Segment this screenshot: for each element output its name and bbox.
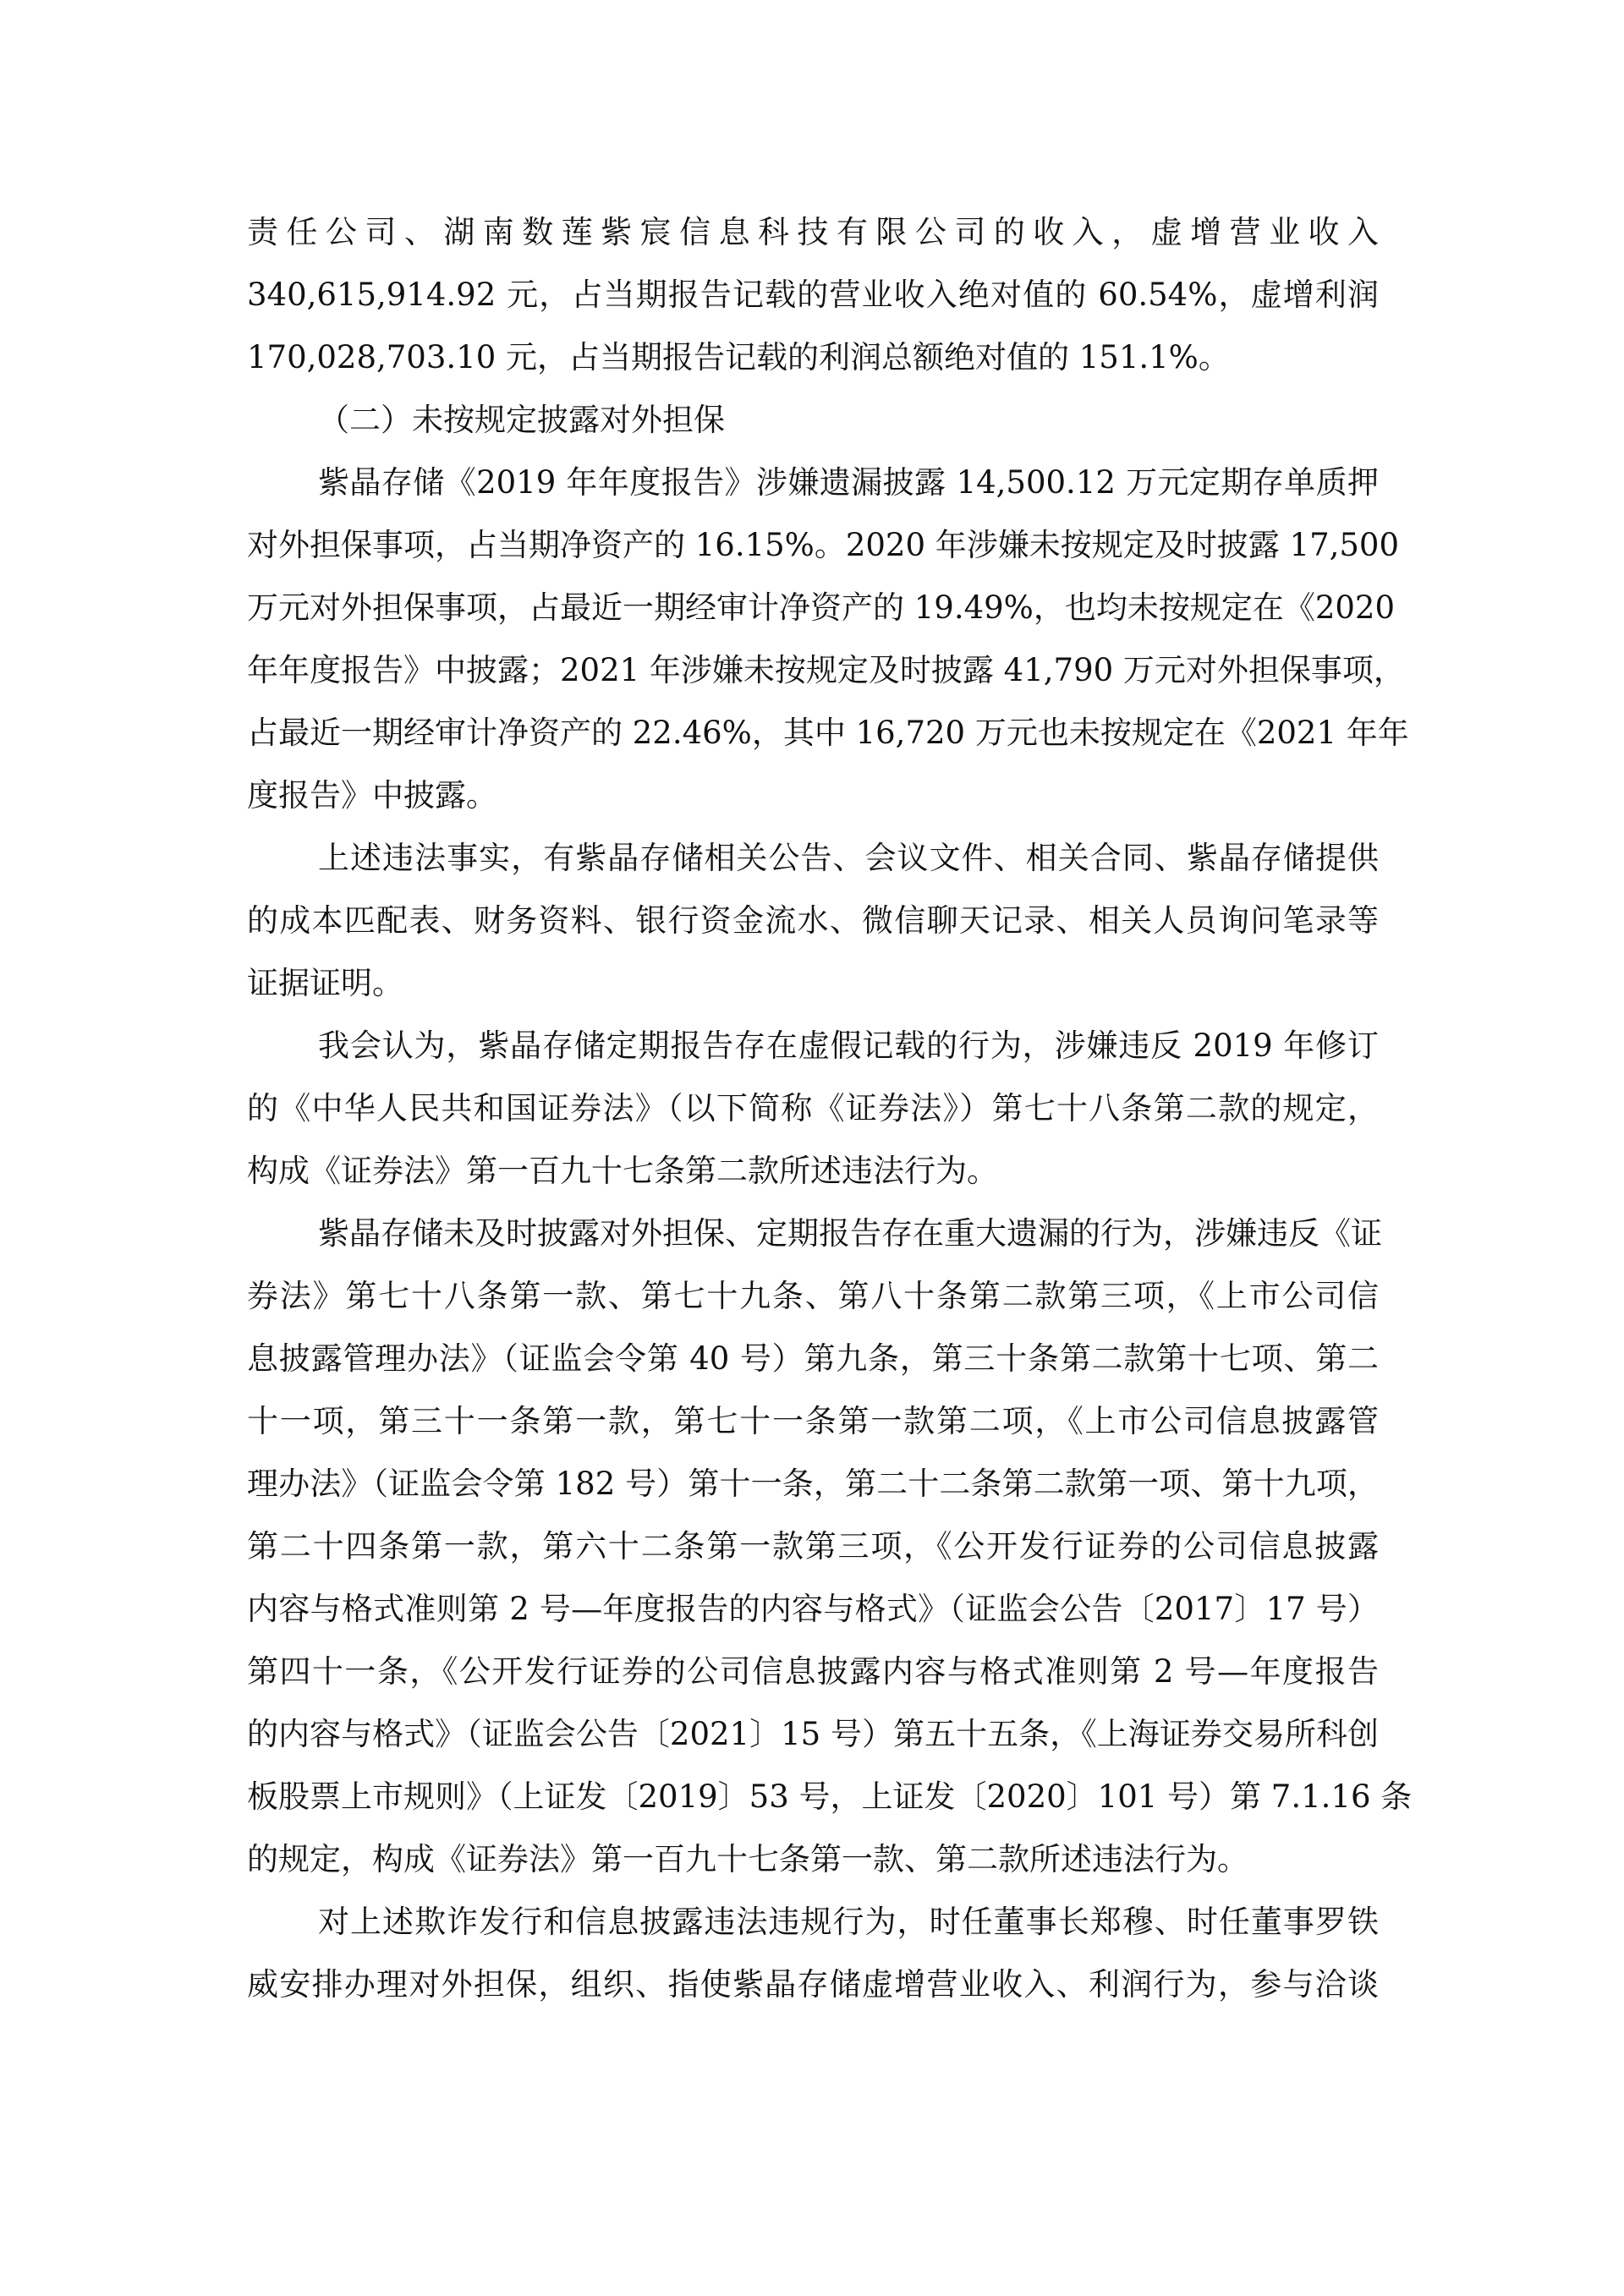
text-line: 的成本匹配表、财务资料、银行资金流水、微信聊天记录、相关人员询问笔录等 [247, 902, 1379, 939]
text-line: 责任公司、湖南数莲紫宸信息科技有限公司的收入，虚增营业收入 [247, 214, 1379, 250]
text-line: 170,028,703.10 元，占当期报告记载的利润总额绝对值的 151.1%。 [247, 339, 1230, 375]
paragraph-responsibility [247, 1891, 1379, 2016]
text-line: 万元对外担保事项，占最近一期经审计净资产的 19.49%，也均未按规定在《2020 [247, 589, 1396, 626]
text-line: 的规定，构成《证券法》第一百九十七条第一款、第二款所述违法行为。 [247, 1841, 1248, 1877]
text-line: 紫晶存储未及时披露对外担保、定期报告存在重大遗漏的行为，涉嫌违反《证 [318, 1215, 1382, 1252]
section-heading-text: （二）未按规定披露对外担保 [318, 402, 725, 438]
paragraph-continued-revenue [247, 201, 1379, 389]
text-line: 内容与格式准则第 2 号—年度报告的内容与格式》（证监会公告〔2017〕17 号） [247, 1591, 1379, 1627]
section-heading [247, 389, 1379, 452]
paragraph-evidence [247, 827, 1379, 1015]
text-line: 板股票上市规则》（上证发〔2019〕53 号，上证发〔2020〕101 号）第 7.1.16 条 [247, 1778, 1413, 1815]
text-line: 对上述欺诈发行和信息披露违法违规行为，时任董事长郑穆、时任董事罗铁 [318, 1904, 1379, 1940]
text-line: 我会认为，紫晶存储定期报告存在虚假记载的行为，涉嫌违反 2019 年修订 [318, 1027, 1379, 1064]
text-line: 证据证明。 [247, 965, 403, 1001]
text-line: 第二十四条第一款，第六十二条第一款第三项，《公开发行证券的公司信息披露 [247, 1528, 1379, 1564]
text-line: 威安排办理对外担保，组织、指使紫晶存储虚增营业收入、利润行为，参与洽谈 [247, 1966, 1379, 2003]
text-line: 紫晶存储《2019 年年度报告》涉嫌遗漏披露 14,500.12 万元定期存单质押 [318, 464, 1379, 501]
text-line: 息披露管理办法》（证监会令第 40 号）第九条，第三十条第二款第十七项、第二 [247, 1340, 1379, 1377]
text-line: 度报告》中披露。 [247, 777, 497, 814]
text-line: 理办法》（证监会令第 182 号）第十一条，第二十二条第二款第一项、第十九项， [247, 1466, 1379, 1502]
text-line: 构成《证券法》第一百九十七条第二款所述违法行为。 [247, 1153, 998, 1189]
text-line: 上述违法事实，有紫晶存储相关公告、会议文件、相关合同、紫晶存储提供 [318, 840, 1379, 876]
paragraph-finding-false-record [247, 1015, 1379, 1203]
text-line: 340,615,914.92 元，占当期报告记载的营业收入绝对值的 60.54%，虚增利润 [247, 277, 1379, 313]
text-line: 占最近一期经审计净资产的 22.46%，其中 16,720 万元也未按规定在《2021 年年 [247, 715, 1409, 751]
text-line: 券法》第七十八条第一款、第七十九条、第八十条第二款第三项，《上市公司信 [247, 1278, 1379, 1314]
text-line: 年年度报告》中披露；2021 年涉嫌未按规定及时披露 41,790 万元对外担保事项， [247, 652, 1405, 688]
paragraph-finding-omission [247, 1203, 1413, 1891]
text-line: 对外担保事项，占当期净资产的 16.15%。2020 年涉嫌未按规定及时披露 17,500 [247, 527, 1399, 563]
text-line: 的内容与格式》（证监会公告〔2021〕15 号）第五十五条，《上海证券交易所科创 [247, 1716, 1379, 1752]
text-line: 十一项，第三十一条第一款，第七十一条第一款第二项，《上市公司信息披露管 [247, 1403, 1379, 1439]
paragraph-guarantee [247, 452, 1409, 827]
text-line: 第四十一条，《公开发行证券的公司信息披露内容与格式准则第 2 号—年度报告 [247, 1653, 1379, 1690]
text-line: 的《中华人民共和国证券法》（以下简称《证券法》）第七十八条第二款的规定， [247, 1090, 1379, 1126]
document-page [247, 201, 1413, 2016]
